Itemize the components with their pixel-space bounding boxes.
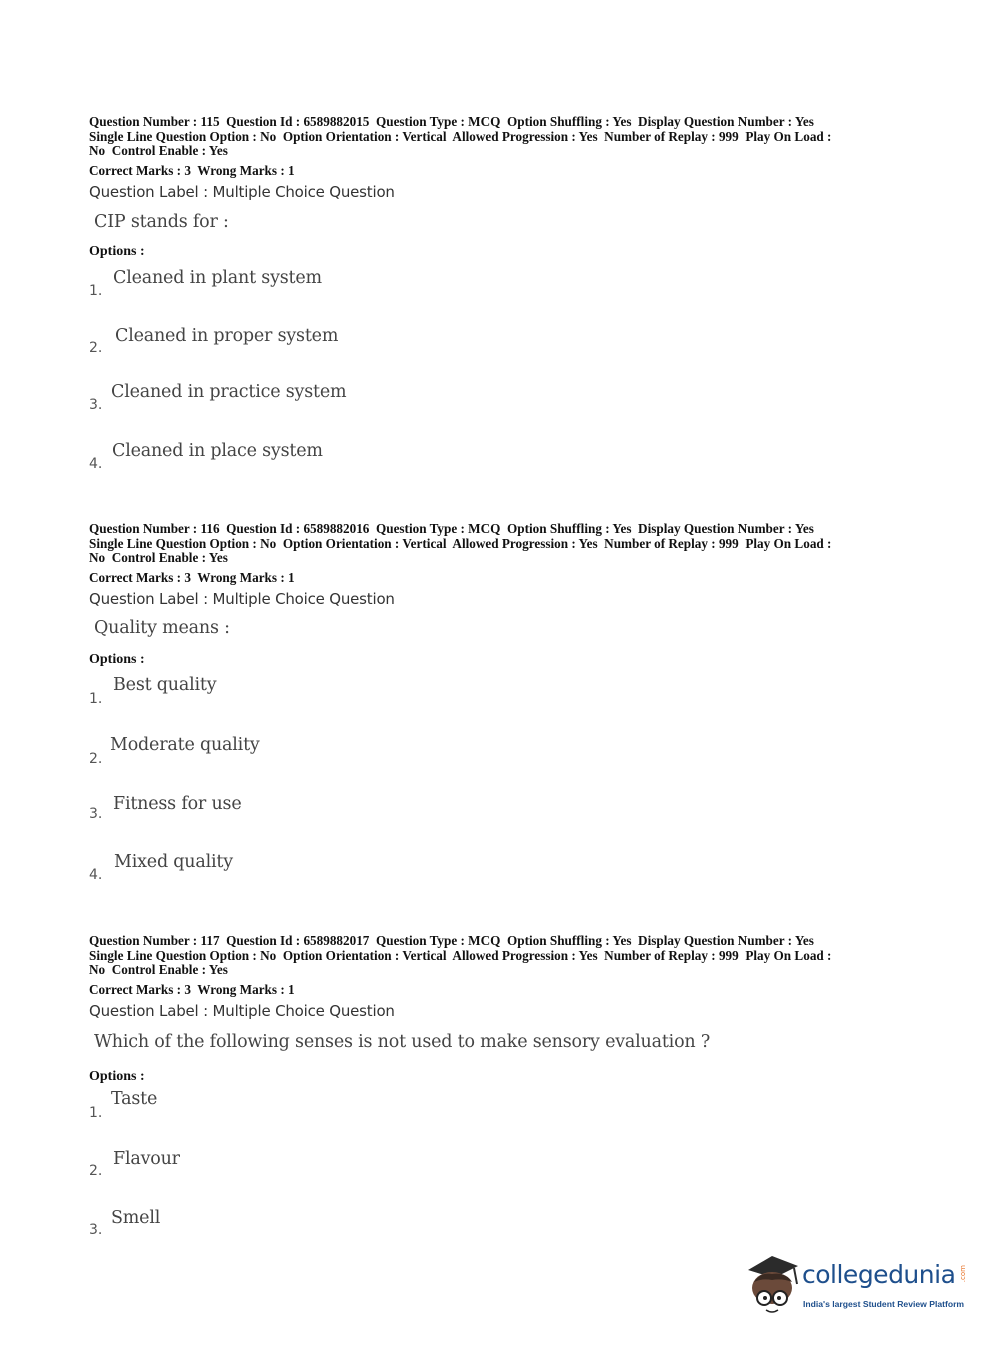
- question-label: Question Label : Multiple Choice Question: [89, 590, 395, 608]
- option-text: Smell: [111, 1208, 161, 1228]
- question-label: Question Label : Multiple Choice Question: [89, 183, 395, 201]
- question-text: CIP stands for :: [94, 212, 229, 232]
- meta-line: No Control Enable : Yes: [89, 143, 228, 159]
- meta-line: Single Line Question Option : No Option Orientation : Vertical Allowed Progression : Yes Number of Replay : 999 Play On Load :: [89, 535, 832, 551]
- meta-line: Single Line Question Option : No Option Orientation : Vertical Allowed Progression : Yes Number of Replay : 999 Play On Load :: [89, 947, 832, 963]
- option-text: Flavour: [113, 1149, 180, 1169]
- option-text: Cleaned in place system: [112, 441, 323, 461]
- question-meta: [89, 115, 919, 159]
- option-number: 1.: [89, 283, 103, 299]
- question-meta: [89, 934, 919, 978]
- option-text: Mixed quality: [114, 852, 233, 872]
- logo-suffix: .com: [959, 1265, 967, 1283]
- logo-name: collegedunia: [802, 1260, 956, 1289]
- option-text: Best quality: [113, 675, 217, 695]
- question-marks: Correct Marks : 3 Wrong Marks : 1: [89, 570, 295, 585]
- question-text: Which of the following senses is not used to make sensory evaluation ?: [94, 1032, 711, 1052]
- option-text: Cleaned in plant system: [113, 268, 322, 288]
- question-marks: Correct Marks : 3 Wrong Marks : 1: [89, 982, 295, 997]
- option-number: 4.: [89, 456, 103, 472]
- question-text: Quality means :: [94, 618, 230, 638]
- option-number: 2.: [89, 340, 103, 356]
- meta-line: Question Number : 117 Question Id : 6589882017 Question Type : MCQ Option Shuffling : Yes Display Question Number : Yes: [89, 933, 814, 948]
- mascot-icon: [742, 1250, 804, 1318]
- option-number: 3.: [89, 806, 103, 822]
- meta-line: No Control Enable : Yes: [89, 962, 228, 978]
- option-number: 1.: [89, 691, 103, 707]
- option-number: 2.: [89, 751, 103, 767]
- options-heading: Options :: [89, 244, 145, 259]
- option-text: Cleaned in proper system: [115, 326, 339, 346]
- question-marks: Correct Marks : 3 Wrong Marks : 1: [89, 163, 295, 178]
- option-number: 1.: [89, 1105, 103, 1121]
- meta-line: Question Number : 115 Question Id : 6589882015 Question Type : MCQ Option Shuffling : Yes Display Question Number : Yes: [89, 114, 814, 129]
- option-text: Taste: [111, 1089, 158, 1109]
- option-text: Fitness for use: [113, 794, 242, 814]
- option-number: 3.: [89, 397, 103, 413]
- question-meta: [89, 522, 919, 566]
- question-label: Question Label : Multiple Choice Question: [89, 1002, 395, 1020]
- meta-line: No Control Enable : Yes: [89, 550, 228, 566]
- meta-line: Single Line Question Option : No Option Orientation : Vertical Allowed Progression : Yes Number of Replay : 999 Play On Load :: [89, 128, 832, 144]
- option-number: 3.: [89, 1222, 103, 1238]
- options-heading: Options :: [89, 1069, 145, 1084]
- option-number: 4.: [89, 867, 103, 883]
- meta-line: Question Number : 116 Question Id : 6589882016 Question Type : MCQ Option Shuffling : Yes Display Question Number : Yes: [89, 521, 814, 536]
- option-number: 2.: [89, 1163, 103, 1179]
- option-text: Moderate quality: [110, 735, 260, 755]
- options-heading: Options :: [89, 652, 145, 667]
- logo-tagline: India's largest Student Review Platform: [803, 1299, 965, 1309]
- collegedunia-logo: [742, 1250, 972, 1318]
- option-text: Cleaned in practice system: [111, 382, 347, 402]
